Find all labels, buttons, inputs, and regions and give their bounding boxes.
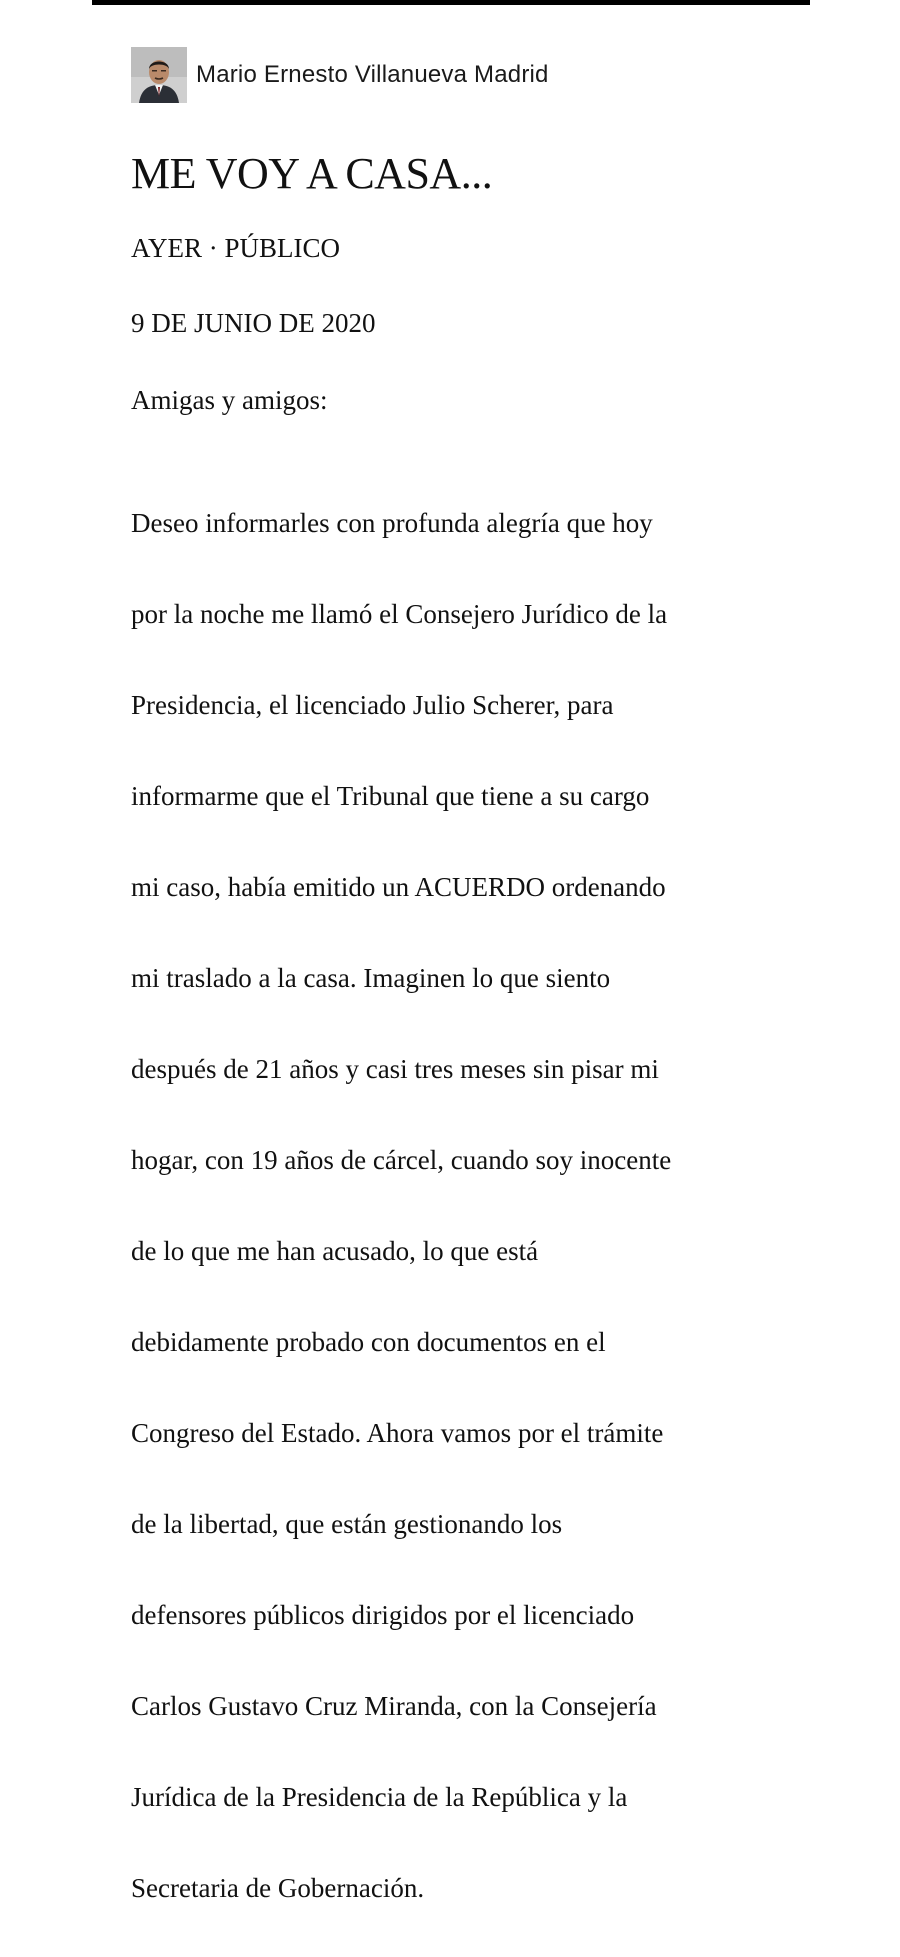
post-date: 9 DE JUNIO DE 2020 [131,308,376,338]
body-line: Deseo informarles con profunda alegría que hoy [131,507,653,538]
note-content [131,148,781,1957]
body-line: Secretaria de Gobernación. [131,1872,425,1903]
person-avatar-icon[interactable] [131,47,187,103]
body-line: Congreso del Estado. Ahora vamos por el trámite [131,1417,664,1448]
top-divider-bar [92,0,810,5]
body-line: Carlos Gustavo Cruz Miranda, con la Consejería [131,1690,657,1721]
author-name[interactable]: Mario Ernesto Villanueva Madrid [196,61,549,88]
greeting-paragraph: Amigas y amigos: [131,385,328,415]
body-line: de lo que me han acusado, lo que está [131,1235,539,1266]
body-paragraph [131,455,781,1957]
body-line: después de 21 años y casi tres meses sin pisar mi [131,1053,659,1084]
page-title: ME VOY A CASA... [131,149,493,198]
body-line: mi traslado a la casa. Imaginen lo que siento [131,962,611,993]
body-line: hogar, con 19 años de cárcel, cuando soy inocente [131,1144,672,1175]
body-line: defensores públicos dirigidos por el licenciado [131,1599,635,1630]
body-line: por la noche me llamó el Consejero Jurídico de la [131,598,668,629]
body-line: mi caso, había emitido un ACUERDO ordenando [131,871,666,902]
body-line: de la libertad, que están gestionando los [131,1508,563,1539]
post-meta: AYER · PÚBLICO [131,233,341,263]
body-line: informarme que el Tribunal que tiene a su cargo [131,780,650,811]
body-line: Jurídica de la Presidencia de la República y la [131,1781,628,1812]
author-header[interactable] [131,47,549,103]
body-line: debidamente probado con documentos en el [131,1326,606,1357]
body-line: Presidencia, el licenciado Julio Scherer, para [131,689,614,720]
